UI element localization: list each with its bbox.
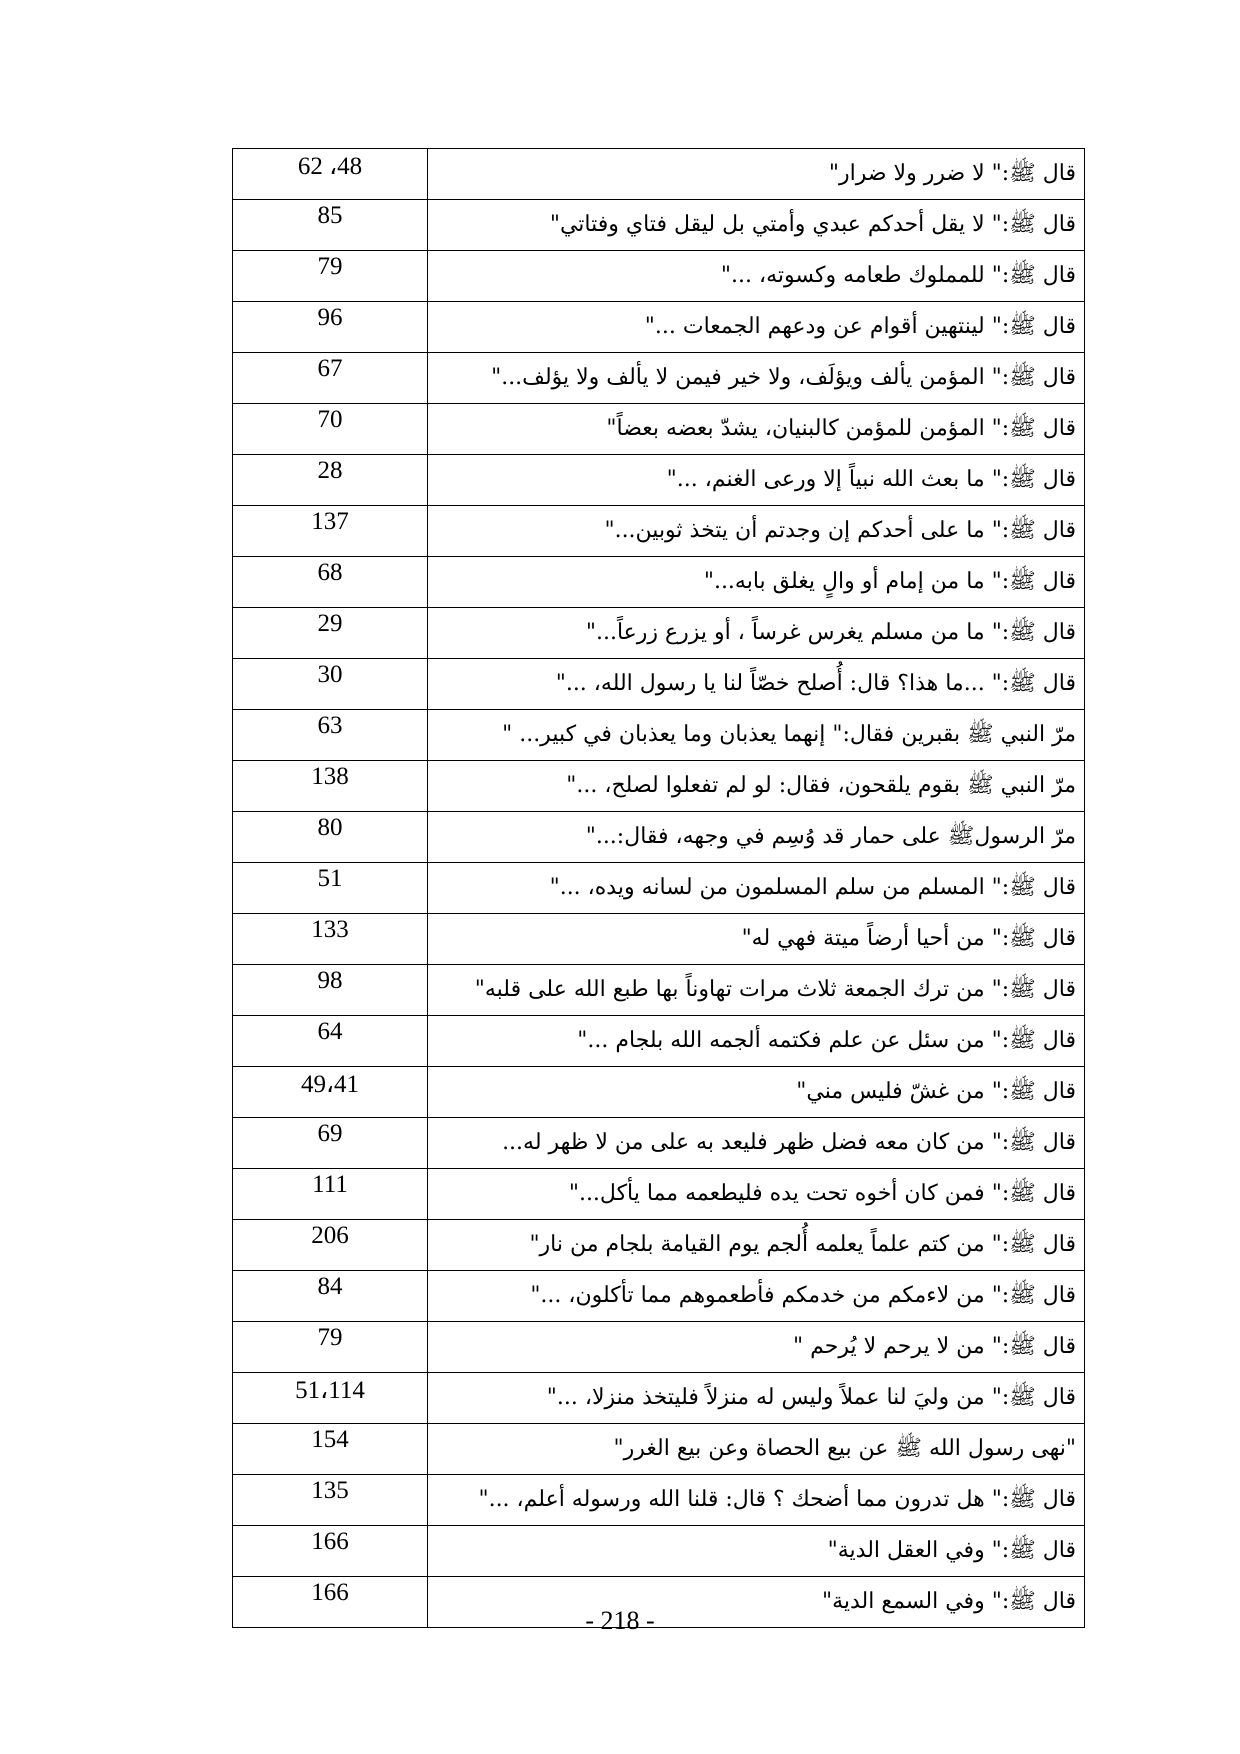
table-row bbox=[233, 200, 1085, 251]
page-ref-cell: 84 bbox=[233, 1271, 428, 1322]
table-row bbox=[233, 914, 1085, 965]
page-ref-cell: 29 bbox=[233, 608, 428, 659]
table-row bbox=[233, 302, 1085, 353]
hadith-text-cell: قال ﷺ:" من ترك الجمعة ثلاث مرات تهاوناً بها طبع الله على قلبه" bbox=[428, 965, 1085, 1016]
table-row bbox=[233, 1475, 1085, 1526]
page-ref-cell: 62 ،48 bbox=[233, 149, 428, 200]
page-ref-cell: 80 bbox=[233, 812, 428, 863]
table-row bbox=[233, 1424, 1085, 1475]
table-row bbox=[233, 1373, 1085, 1424]
hadith-text-cell: قال ﷺ:" من كتم علماً يعلمه أُلجم يوم القيامة بلجام من نار" bbox=[428, 1220, 1085, 1271]
page-ref-cell: 85 bbox=[233, 200, 428, 251]
hadith-text-cell: قال ﷺ:" لا يقل أحدكم عبدي وأمتي بل ليقل فتاي وفتاتي" bbox=[428, 200, 1085, 251]
hadith-text-cell: قال ﷺ:" فمن كان أخوه تحت يده فليطعمه مما يأكل..." bbox=[428, 1169, 1085, 1220]
hadith-text-cell: قال ﷺ:" لا ضرر ولا ضرار" bbox=[428, 149, 1085, 200]
table-row bbox=[233, 1271, 1085, 1322]
table-row bbox=[233, 1067, 1085, 1118]
hadith-index-table bbox=[232, 148, 1085, 1628]
hadith-text-cell: مرّ النبي ﷺ بقبرين فقال:" إنهما يعذبان وما يعذبان في كبير... " bbox=[428, 710, 1085, 761]
hadith-text-cell: قال ﷺ:" وفي العقل الدية" bbox=[428, 1526, 1085, 1577]
table-row bbox=[233, 608, 1085, 659]
table-row bbox=[233, 1169, 1085, 1220]
hadith-text-cell: مرّ الرسولﷺ على حمار قد وُسِم في وجهه، فقال:..." bbox=[428, 812, 1085, 863]
table-row bbox=[233, 1526, 1085, 1577]
page-ref-cell: 137 bbox=[233, 506, 428, 557]
table-row bbox=[233, 251, 1085, 302]
hadith-text-cell: قال ﷺ:" للمملوك طعامه وكسوته، ..." bbox=[428, 251, 1085, 302]
hadith-text-cell: قال ﷺ:" من وليَ لنا عملاً وليس له منزلاً فليتخذ منزلا، ..." bbox=[428, 1373, 1085, 1424]
page-ref-cell: 166 bbox=[233, 1526, 428, 1577]
page-ref-cell: 138 bbox=[233, 761, 428, 812]
page-ref-cell: 166 bbox=[233, 1577, 428, 1628]
hadith-text-cell: قال ﷺ:" من سئل عن علم فكتمه ألجمه الله بلجام ..." bbox=[428, 1016, 1085, 1067]
page-ref-cell: 28 bbox=[233, 455, 428, 506]
hadith-text-cell: قال ﷺ:" المسلم من سلم المسلمون من لسانه ويده، ..." bbox=[428, 863, 1085, 914]
page-ref-cell: 51،114 bbox=[233, 1373, 428, 1424]
hadith-text-cell: قال ﷺ:" وفي السمع الدية" bbox=[428, 1577, 1085, 1628]
hadith-text-cell: قال ﷺ:" من لاءمكم من خدمكم فأطعموهم مما تأكلون، ..." bbox=[428, 1271, 1085, 1322]
page-ref-cell: 30 bbox=[233, 659, 428, 710]
page-ref-cell: 154 bbox=[233, 1424, 428, 1475]
table-row bbox=[233, 1016, 1085, 1067]
table-row bbox=[233, 710, 1085, 761]
page-ref-cell: 67 bbox=[233, 353, 428, 404]
page-ref-cell: 69 bbox=[233, 1118, 428, 1169]
page-ref-cell: 68 bbox=[233, 557, 428, 608]
page-ref-cell: 133 bbox=[233, 914, 428, 965]
table-row bbox=[233, 557, 1085, 608]
hadith-text-cell: قال ﷺ:" المؤمن يألف ويؤلَف، ولا خير فيمن لا يألف ولا يؤلف..." bbox=[428, 353, 1085, 404]
table-row bbox=[233, 812, 1085, 863]
page-ref-cell: 79 bbox=[233, 1322, 428, 1373]
hadith-text-cell: قال ﷺ:" ما من مسلم يغرس غرساً ، أو يزرع زرعاً..." bbox=[428, 608, 1085, 659]
hadith-text-cell: قال ﷺ:" من أحيا أرضاً ميتة فهي له" bbox=[428, 914, 1085, 965]
hadith-index-body bbox=[233, 149, 1085, 1628]
hadith-text-cell: قال ﷺ:" من غشّ فليس مني" bbox=[428, 1067, 1085, 1118]
page-ref-cell: 98 bbox=[233, 965, 428, 1016]
table-row bbox=[233, 761, 1085, 812]
hadith-text-cell: قال ﷺ:" لينتهين أقوام عن ودعهم الجمعات ..." bbox=[428, 302, 1085, 353]
table-row bbox=[233, 506, 1085, 557]
hadith-text-cell: قال ﷺ:" ما من إمام أو والٍ يغلق بابه..." bbox=[428, 557, 1085, 608]
hadith-text-cell: "نهى رسول الله ﷺ عن بيع الحصاة وعن بيع الغرر" bbox=[428, 1424, 1085, 1475]
table-row bbox=[233, 1322, 1085, 1373]
table-row bbox=[233, 353, 1085, 404]
hadith-text-cell: مرّ النبي ﷺ بقوم يلقحون، فقال: لو لم تفعلوا لصلح، ..." bbox=[428, 761, 1085, 812]
page-ref-cell: 63 bbox=[233, 710, 428, 761]
hadith-text-cell: قال ﷺ:" ما على أحدكم إن وجدتم أن يتخذ ثوبين..." bbox=[428, 506, 1085, 557]
hadith-text-cell: قال ﷺ:" ...ما هذا؟ قال: أُصلح خصّاً لنا يا رسول الله، ..." bbox=[428, 659, 1085, 710]
page-number: - 218 - bbox=[585, 1606, 655, 1635]
page-ref-cell: 135 bbox=[233, 1475, 428, 1526]
hadith-text-cell: قال ﷺ:" من كان معه فضل ظهر فليعد به على من لا ظهر له... bbox=[428, 1118, 1085, 1169]
page-ref-cell: 49،41 bbox=[233, 1067, 428, 1118]
table-row bbox=[233, 404, 1085, 455]
page-ref-cell: 51 bbox=[233, 863, 428, 914]
page-ref-cell: 206 bbox=[233, 1220, 428, 1271]
table-row bbox=[233, 659, 1085, 710]
page-ref-cell: 70 bbox=[233, 404, 428, 455]
hadith-text-cell: قال ﷺ:" ما بعث الله نبياً إلا ورعى الغنم، ..." bbox=[428, 455, 1085, 506]
table-row bbox=[233, 965, 1085, 1016]
page-ref-cell: 96 bbox=[233, 302, 428, 353]
table-row bbox=[233, 1220, 1085, 1271]
hadith-text-cell: قال ﷺ:" من لا يرحم لا يُرحم " bbox=[428, 1322, 1085, 1373]
table-row bbox=[233, 863, 1085, 914]
page-ref-cell: 64 bbox=[233, 1016, 428, 1067]
page-ref-cell: 79 bbox=[233, 251, 428, 302]
table-row bbox=[233, 149, 1085, 200]
hadith-text-cell: قال ﷺ:" المؤمن للمؤمن كالبنيان، يشدّ بعضه بعضاً" bbox=[428, 404, 1085, 455]
hadith-text-cell: قال ﷺ:" هل تدرون مما أضحك ؟ قال: قلنا الله ورسوله أعلم، ..." bbox=[428, 1475, 1085, 1526]
page-ref-cell: 111 bbox=[233, 1169, 428, 1220]
table-row bbox=[233, 455, 1085, 506]
table-row bbox=[233, 1118, 1085, 1169]
